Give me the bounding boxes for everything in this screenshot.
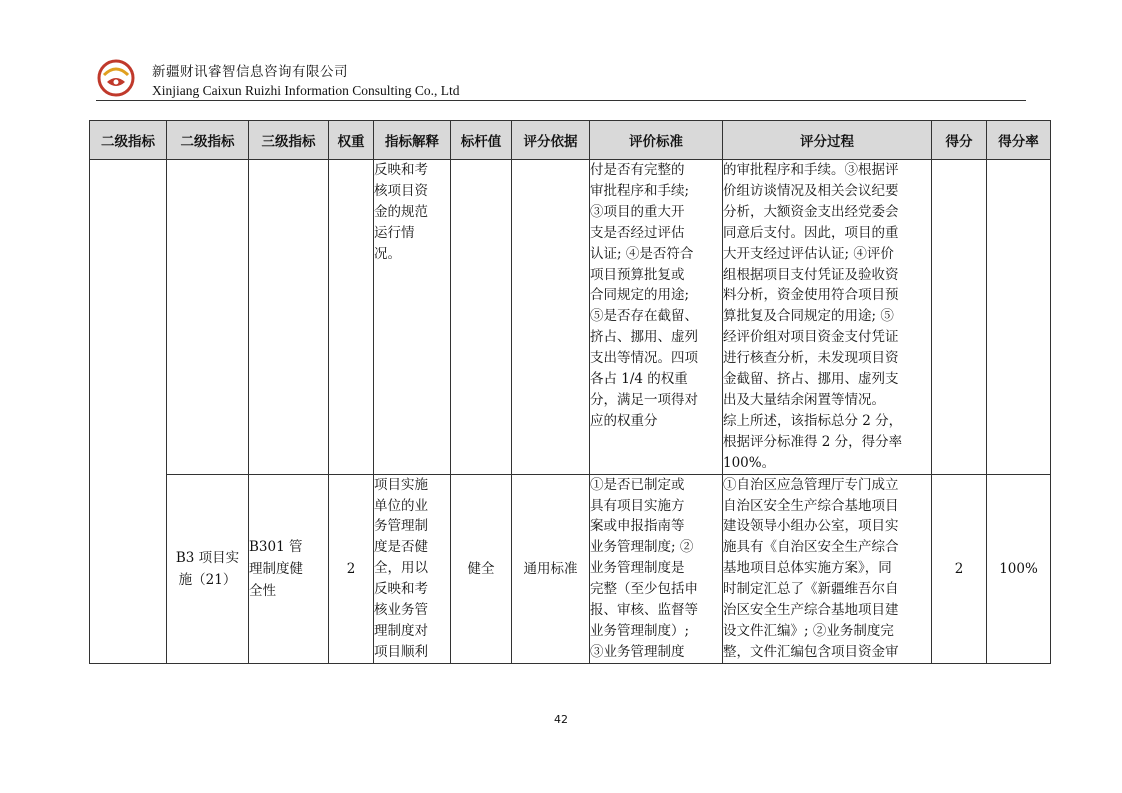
- benchmark-cell: 健全: [451, 474, 512, 663]
- weight-cell: 2: [329, 474, 374, 663]
- page-number: 42: [554, 713, 568, 726]
- column-header: 三级指标: [249, 121, 329, 160]
- text-line: 100%。: [723, 454, 776, 471]
- text-line: 大开支经过评估认证; ④评价: [723, 245, 894, 262]
- text-line: 分析，大额资金支出经党委会: [723, 203, 899, 220]
- level3-indicator-cell: [249, 474, 329, 663]
- text-line: 业务管理制度）;: [590, 622, 690, 639]
- text-line: 合同规定的用途;: [590, 287, 690, 304]
- text-line: 施（21）: [178, 571, 237, 588]
- text-line: 业务管理制度; ②: [590, 539, 694, 556]
- column-header: 指标解释: [374, 121, 451, 160]
- column-header: 得分率: [987, 121, 1051, 160]
- text-line: 料分析，资金使用符合项目预: [723, 287, 899, 304]
- text-line: 支是否经过评估: [590, 224, 685, 241]
- text-line: 理制度对: [374, 622, 428, 639]
- column-header: 标杆值: [451, 121, 512, 160]
- text-line: 应的权重分: [590, 412, 658, 429]
- text-line: 时制定汇总了《新疆维吾尔自: [723, 581, 899, 598]
- text-line: ③业务管理制度: [590, 643, 685, 660]
- standard-cell: [590, 474, 723, 663]
- text-line: 报、审核、监督等: [590, 602, 698, 619]
- text-line: 整，文件汇编包含项目资金审: [723, 643, 899, 660]
- text-line: 出及大量结余闲置等情况。: [723, 391, 885, 408]
- basis-cell: 通用标准: [512, 474, 590, 663]
- benchmark-cell: [451, 160, 512, 475]
- process-cell: [723, 474, 932, 663]
- text-line: 完整（至少包括申: [590, 581, 698, 598]
- table-row: [90, 474, 1051, 663]
- text-line: 务管理制: [374, 518, 428, 535]
- text-line: 案或申报指南等: [590, 518, 685, 535]
- table-header-row: [90, 121, 1051, 160]
- text-line: 设文件汇编》; ②业务制度完: [723, 622, 894, 639]
- text-line: 支出等情况。四项: [590, 350, 698, 367]
- column-header: 二级指标: [167, 121, 249, 160]
- text-line: 审批程序和手续;: [590, 182, 690, 199]
- text-line: 同意后支付。因此，项目的重: [723, 224, 899, 241]
- column-header: 评价标准: [590, 121, 723, 160]
- text-line: ⑤是否存在截留、: [590, 308, 698, 325]
- text-line: 付是否有完整的: [590, 162, 685, 178]
- text-line: 认证; ④是否符合: [590, 245, 694, 262]
- text-line: 核项目资: [374, 182, 428, 199]
- level1-indicator-cell: [90, 160, 167, 664]
- text-line: 施具有《自治区安全生产综合: [723, 539, 899, 556]
- process-cell: [723, 160, 932, 475]
- column-header: 权重: [329, 121, 374, 160]
- rate-cell: 100%: [987, 474, 1051, 663]
- text-line: 具有项目实施方: [590, 497, 685, 514]
- text-line: B3 项目实: [175, 549, 240, 566]
- explanation-cell: [374, 160, 451, 475]
- text-line: 全性: [249, 582, 276, 599]
- text-line: 自治区安全生产综合基地项目: [723, 497, 899, 514]
- text-line: 单位的业: [374, 497, 428, 514]
- text-line: 业务管理制度是: [590, 560, 685, 577]
- table-row: [90, 160, 1051, 475]
- text-line: 项目实施: [374, 476, 428, 493]
- text-line: 算批复及合同规定的用途; ⑤: [723, 308, 894, 325]
- evaluation-table: [89, 120, 1051, 664]
- text-line: 基地项目总体实施方案》，同: [723, 560, 892, 577]
- explanation-cell: [374, 474, 451, 663]
- text-line: 综上所述，该指标总分 2 分，: [723, 412, 903, 429]
- text-line: ①是否已制定或: [590, 476, 685, 493]
- text-line: 建设领导小组办公室，项目实: [723, 518, 899, 535]
- text-line: 的审批程序和手续。③根据评: [723, 162, 899, 178]
- basis-cell: [512, 160, 590, 475]
- text-line: 挤占、挪用、虚列: [590, 329, 698, 346]
- text-line: ①自治区应急管理厅专门成立: [723, 476, 899, 493]
- text-line: 度是否健: [374, 539, 428, 556]
- column-header: 二级指标: [90, 121, 167, 160]
- column-header: 评分过程: [723, 121, 932, 160]
- text-line: 分，满足一项得对: [590, 391, 698, 408]
- text-line: 全，用以: [374, 560, 428, 577]
- header-divider: [96, 100, 1026, 101]
- score-cell: [932, 160, 987, 475]
- column-header: 得分: [932, 121, 987, 160]
- column-header: 评分依据: [512, 121, 590, 160]
- company-logo-icon: [96, 58, 136, 98]
- text-line: 进行核查分析，未发现项目资: [723, 350, 899, 367]
- text-line: B301 管: [249, 538, 303, 555]
- text-line: ③项目的重大开: [590, 203, 685, 220]
- text-line: 反映和考: [374, 162, 428, 178]
- text-line: 金截留、挤占、挪用、虚列支: [723, 371, 899, 388]
- text-line: 反映和考: [374, 581, 428, 598]
- text-line: 项目顺利: [374, 643, 428, 660]
- standard-cell: [590, 160, 723, 475]
- text-line: 项目预算批复或: [590, 266, 685, 283]
- text-line: 理制度健: [249, 560, 303, 577]
- level2-indicator-cell: [167, 160, 249, 475]
- text-line: 价组访谈情况及相关会议纪要: [723, 182, 899, 199]
- level3-indicator-cell: [249, 160, 329, 475]
- rate-cell: [987, 160, 1051, 475]
- text-line: 金的规范: [374, 203, 428, 220]
- text-line: 核业务管: [374, 602, 428, 619]
- text-line: 根据评分标准得 2 分，得分率: [723, 433, 903, 450]
- text-line: 治区安全生产综合基地项目建: [723, 602, 899, 619]
- text-line: 各占 1/4 的权重: [590, 371, 688, 388]
- weight-cell: [329, 160, 374, 475]
- company-name-en: Xinjiang Caixun Ruizhi Information Consulting Co., Ltd: [152, 83, 460, 98]
- text-line: 运行情: [374, 224, 415, 241]
- level2-indicator-cell: [167, 474, 249, 663]
- text-line: 况。: [374, 245, 401, 262]
- score-cell: 2: [932, 474, 987, 663]
- text-line: 经评价组对项目资金支付凭证: [723, 329, 899, 346]
- company-name-cn: 新疆财讯睿智信息咨询有限公司: [152, 64, 348, 80]
- text-line: 组根据项目支付凭证及验收资: [723, 266, 899, 283]
